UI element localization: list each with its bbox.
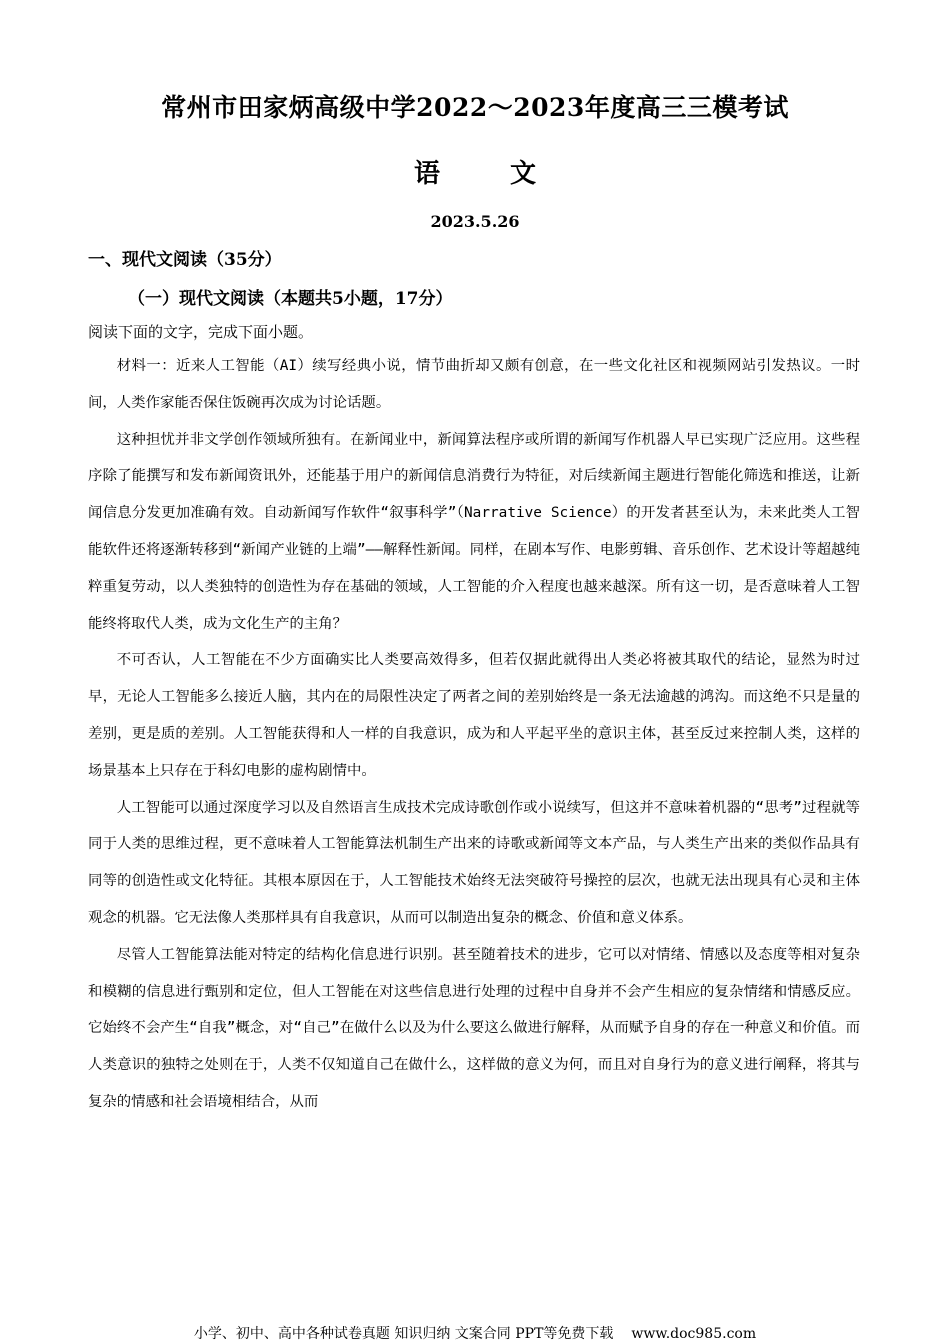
page-footer (0, 1323, 950, 1343)
page-title: 常州市田家炳高级中学2022～2023年度高三三模考试 (161, 93, 789, 122)
subject-char-2: 文 (510, 159, 537, 189)
passage-paragraph-1: 材料一：近来人工智能（AI）续写经典小说，情节曲折却又颇有创意，在一些文化社区和视频网站引发热议。一时间，人类作家能否保住饭碗再次成为讨论话题。 (88, 358, 860, 411)
reading-passage (88, 348, 860, 1121)
passage-paragraph-3: 不可否认，人工智能在不少方面确实比人类要高效得多，但若仅据此就得出人类必将被其取代的结论，显然为时过早，无论人工智能多么接近人脑，其内在的局限性决定了两者之间的差别始终是一条无法逾越的鸿沟。而这绝不只是量的差别，更是质的差别。人工智能获得和人一样的自我意识，成为和人平起平坐的意识主体，甚至反过来控制人类，这样的场景基本上只存在于科幻电影的虚构剧情中。 (88, 652, 860, 779)
section-heading: 一、现代文阅读（35分） (88, 250, 282, 270)
subject-title (0, 153, 950, 190)
passage-paragraph-5: 尽管人工智能算法能对特定的结构化信息进行识别。甚至随着技术的进步，它可以对情绪、情感以及态度等相对复杂和模糊的信息进行甄别和定位，但人工智能在对这些信息进行处理的过程中自身并不会产生相应的复杂情绪和情感反应。它始终不会产生“自我”概念，对“自己”在做什么以及为什么要这么做进行解释，从而赋予自身的存在一种意义和价值。而人类意识的独特之处则在于，人类不仅知道自己在做什么，这样做的意义为何，而且对自身行为的意义进行阐释，将其与复杂的情感和社会语境相结合，从而 (88, 946, 860, 1110)
passage-paragraph-2: 这种担忧并非文学创作领域所独有。在新闻业中，新闻算法程序或所谓的新闻写作机器人早已实现广泛应用。这些程序除了能撰写和发布新闻资讯外，还能基于用户的新闻信息消费行为特征，对后续新闻主题进行智能化筛选和推送，让新闻信息分发更加准确有效。自动新闻写作软件“叙事科学”（Narrative Science）的开发者甚至认为，未来此类人工智能软件还将逐渐转移到“新闻产业链的上端”——解释性新闻。同样，在剧本写作、电影剪辑、音乐创作、艺术设计等超越纯粹重复劳动，以人类独特的创造性为存在基础的领域，人工智能的介入程度也越来越深。所有这一切，是否意味着人工智能终将取代人类，成为文化生产的主角？ (88, 431, 860, 632)
footer-text: 小学、初中、高中各种试卷真题 知识归纳 文案合同 PPT等免费下载 (193, 1326, 614, 1342)
subsection-heading: （一）现代文阅读（本题共5小题，17分） (128, 289, 453, 309)
footer-site-link[interactable]: www.doc985.com (631, 1326, 757, 1342)
exam-date: 2023.5.26 (430, 212, 520, 231)
passage-paragraph-4: 人工智能可以通过深度学习以及自然语言生成技术完成诗歌创作或小说续写，但这并不意味着机器的“思考”过程就等同于人类的思维过程，更不意味着人工智能算法机制生产出来的诗歌或新闻等文本产品，与人类生产出来的类似作品具有同等的创造性或文化特征。其根本原因在于，人工智能技术始终无法突破符号操控的层次，也就无法出现具有心灵和主体观念的机器。它无法像人类那样具有自我意识，从而可以制造出复杂的概念、价值和意义体系。 (88, 799, 860, 926)
reading-instruction: 阅读下面的文字，完成下面小题。 (88, 323, 314, 341)
subject-char-1: 语 (413, 159, 440, 189)
